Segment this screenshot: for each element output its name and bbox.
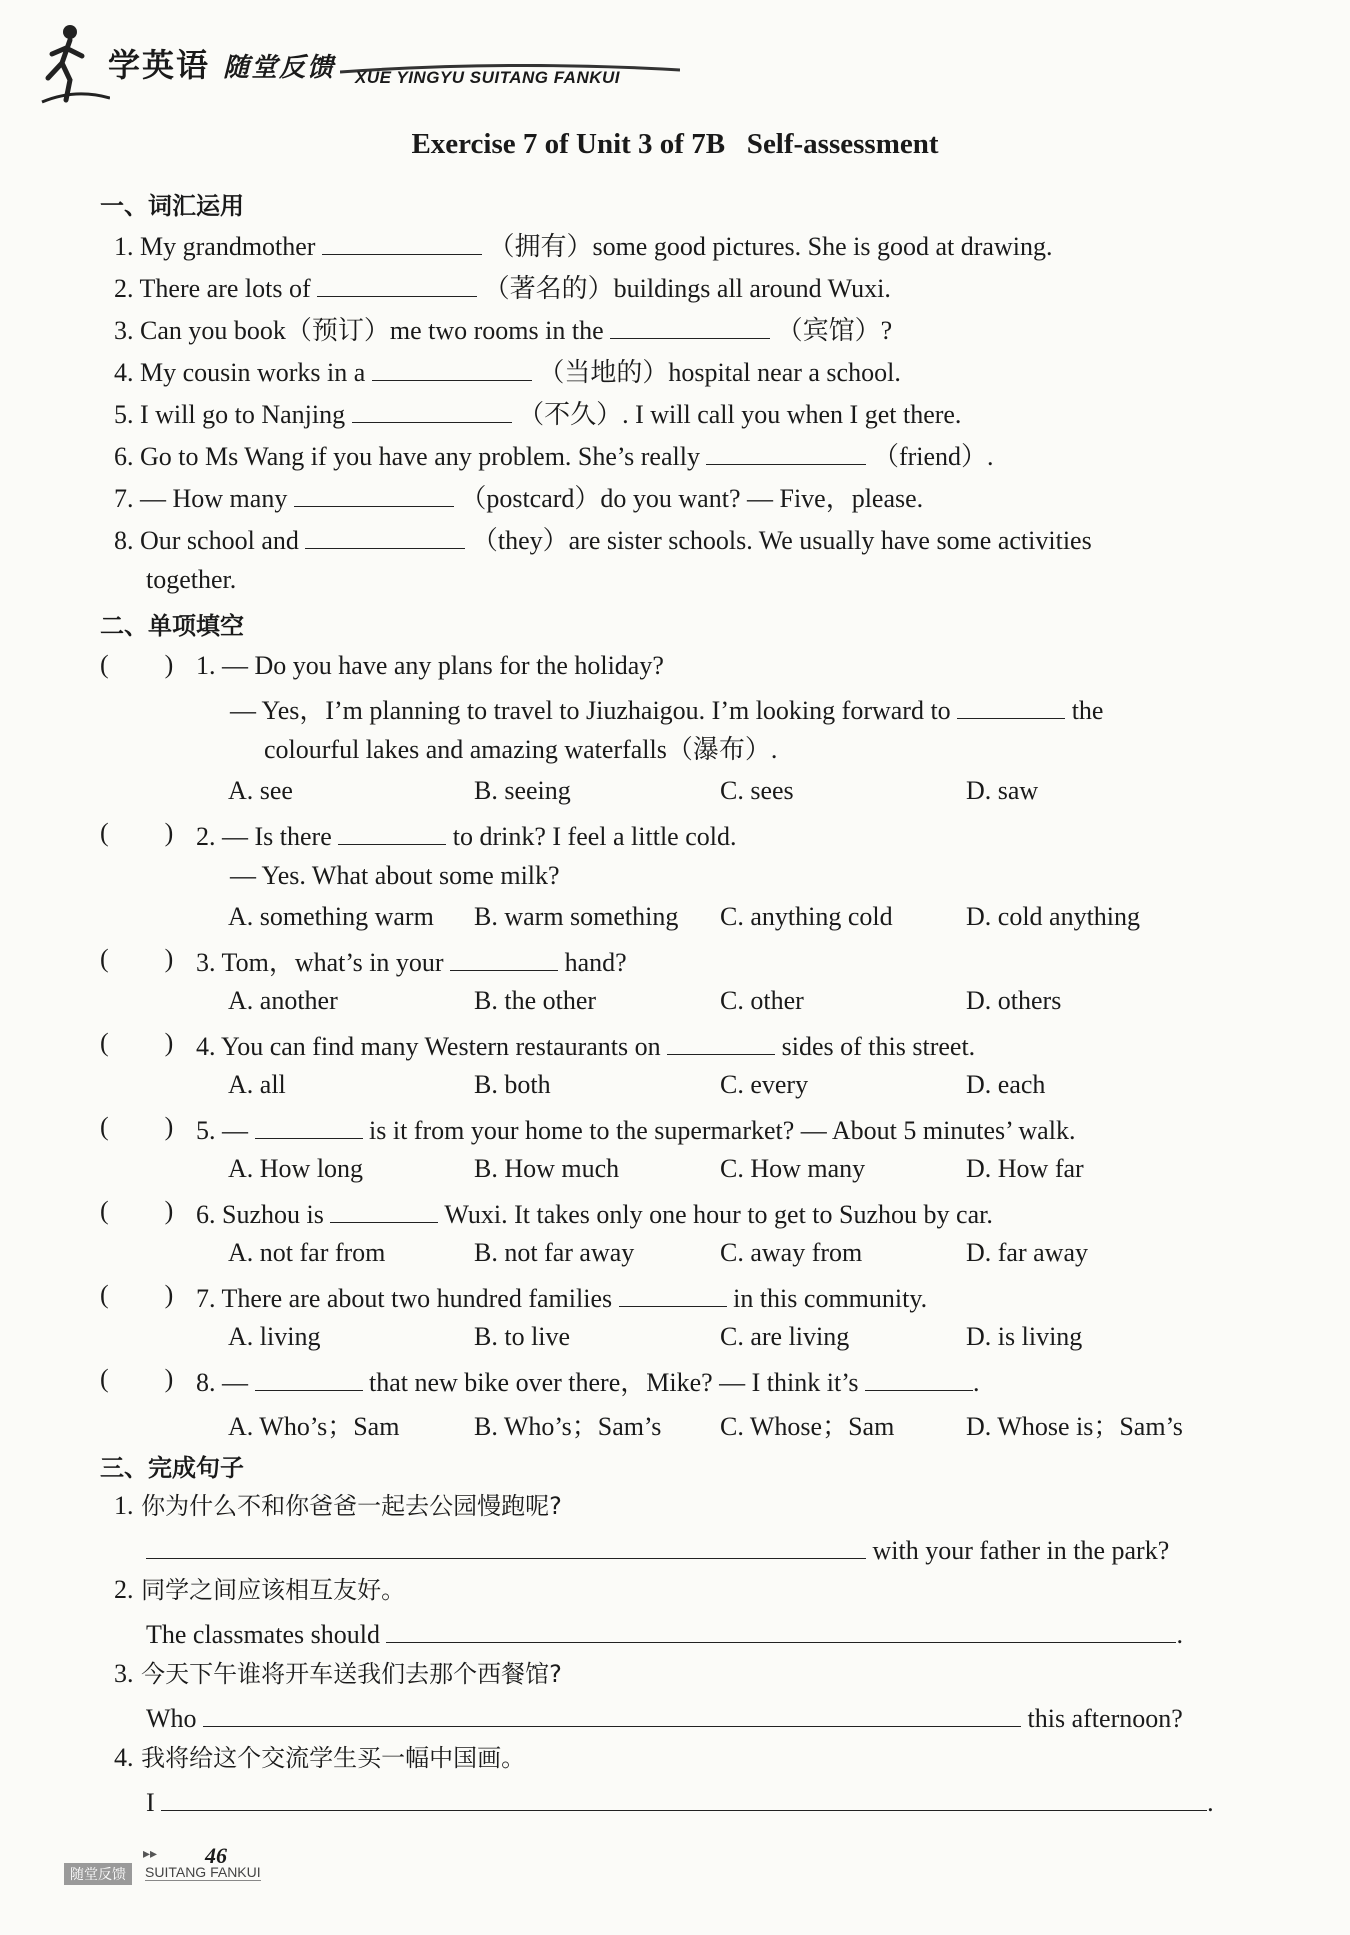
answer-blank[interactable]	[706, 438, 866, 465]
mc-question-5: 5. — is it from your home to the supermarket? — About 5 minutes’ walk.	[196, 1112, 1075, 1147]
mc-question-8: 8. — that new bike over there，Mike? — I think it’s .	[196, 1364, 980, 1399]
option-a[interactable]: A. see	[228, 776, 293, 805]
vocab-item-1: 1. My grandmother （拥有）some good pictures. She is good at drawing.	[114, 228, 1052, 263]
header-logo	[40, 18, 640, 108]
runner-logo-icon	[40, 18, 110, 108]
option-d[interactable]: D. each	[966, 1070, 1046, 1099]
vocab-item-8-continued: together.	[146, 565, 237, 594]
footer-label-pinyin: SUITANG FANKUI	[145, 1864, 261, 1880]
answer-line[interactable]	[146, 1532, 866, 1559]
answer-paren[interactable]: ( )	[100, 1028, 174, 1057]
answer-blank[interactable]	[317, 270, 477, 297]
answer-blank[interactable]	[450, 944, 558, 971]
option-c[interactable]: C. are living	[720, 1322, 850, 1351]
translate-item-1-en: with your father in the park?	[146, 1532, 1169, 1567]
vocab-item-4: 4. My cousin works in a （当地的）hospital near a school.	[114, 354, 901, 389]
option-d[interactable]: D. Whose is；Sam’s	[966, 1412, 1183, 1441]
option-b[interactable]: B. to live	[474, 1322, 571, 1351]
translate-item-2-en: The classmates should .	[146, 1616, 1183, 1651]
answer-blank[interactable]	[865, 1364, 973, 1391]
option-a[interactable]: A. another	[228, 986, 338, 1015]
answer-blank[interactable]	[667, 1028, 775, 1055]
option-c[interactable]: C. other	[720, 986, 804, 1015]
answer-blank[interactable]	[352, 396, 512, 423]
translate-item-3-en: Who this afternoon?	[146, 1700, 1183, 1735]
option-d[interactable]: D. cold anything	[966, 902, 1141, 931]
answer-blank[interactable]	[610, 312, 770, 339]
answer-paren[interactable]: ( )	[100, 818, 174, 847]
answer-paren[interactable]: ( )	[100, 650, 174, 679]
answer-blank[interactable]	[322, 228, 482, 255]
option-d[interactable]: D. saw	[966, 776, 1039, 805]
answer-blank[interactable]	[957, 692, 1065, 719]
translate-item-4-en: I .	[146, 1784, 1214, 1819]
logo-chinese: 学英语 随堂反馈	[108, 46, 336, 84]
mc-question-7: 7. There are about two hundred families in this community.	[196, 1280, 927, 1315]
option-b[interactable]: B. How much	[474, 1154, 620, 1183]
answer-blank[interactable]	[372, 354, 532, 381]
answer-blank[interactable]	[294, 480, 454, 507]
footer-label-cn: 随堂反馈	[64, 1863, 132, 1885]
answer-line[interactable]	[203, 1700, 1021, 1727]
vocab-item-6: 6. Go to Ms Wang if you have any problem. She’s really （friend）.	[114, 438, 994, 473]
option-b[interactable]: B. seeing	[474, 776, 571, 805]
translate-item-1-cn: 1. 你为什么不和你爸爸一起去公园慢跑呢?	[114, 1491, 562, 1520]
option-b[interactable]: B. the other	[474, 986, 597, 1015]
option-a[interactable]: A. living	[228, 1322, 321, 1351]
answer-paren[interactable]: ( )	[100, 1364, 174, 1393]
translate-item-4-cn: 4. 我将给这个交流学生买一幅中国画。	[114, 1743, 526, 1772]
page-title: Exercise 7 of Unit 3 of 7B Self-assessment	[411, 128, 939, 160]
translate-item-3-cn: 3. 今天下午谁将开车送我们去那个西餐馆?	[114, 1659, 562, 1688]
answer-paren[interactable]: ( )	[100, 944, 174, 973]
option-a[interactable]: A. something warm	[228, 902, 434, 931]
logo-pinyin: XUE YINGYU SUITANG FANKUI	[355, 68, 621, 87]
vocab-item-5: 5. I will go to Nanjing （不久）. I will call you when I get there.	[114, 396, 961, 431]
option-a[interactable]: A. How long	[228, 1154, 364, 1183]
answer-blank[interactable]	[619, 1280, 727, 1307]
section2-heading: 二、单项填空	[100, 612, 244, 640]
option-b[interactable]: B. both	[474, 1070, 551, 1099]
answer-paren[interactable]: ( )	[100, 1196, 174, 1225]
option-a[interactable]: A. not far from	[228, 1238, 386, 1267]
mc-question-2-line2: — Yes. What about some milk?	[230, 861, 560, 890]
answer-blank[interactable]	[255, 1112, 363, 1139]
mc-question-2: 2. — Is there to drink? I feel a little cold.	[196, 818, 736, 853]
option-d[interactable]: D. others	[966, 986, 1062, 1015]
option-a[interactable]: A. all	[228, 1070, 286, 1099]
option-a[interactable]: A. Who’s；Sam	[228, 1412, 400, 1441]
option-c[interactable]: C. anything cold	[720, 902, 893, 931]
section1-heading: 一、词汇运用	[100, 192, 244, 220]
mc-question-3: 3. Tom，what’s in your hand?	[196, 944, 627, 979]
vocab-item-7: 7. — How many （postcard）do you want? — Five，please.	[114, 480, 923, 515]
translate-item-2-cn: 2. 同学之间应该相互友好。	[114, 1575, 406, 1604]
section3-heading: 三、完成句子	[100, 1454, 244, 1482]
answer-paren[interactable]: ( )	[100, 1280, 174, 1309]
option-c[interactable]: C. Whose；Sam	[720, 1412, 895, 1441]
page-number: 46	[205, 1843, 227, 1868]
option-c[interactable]: C. sees	[720, 776, 794, 805]
option-d[interactable]: D. far away	[966, 1238, 1088, 1267]
answer-blank[interactable]	[338, 818, 446, 845]
option-b[interactable]: B. warm something	[474, 902, 679, 931]
mc-question-1: 1. — Do you have any plans for the holiday?	[196, 651, 664, 680]
vocab-item-8: 8. Our school and （they）are sister schools. We usually have some activities	[114, 522, 1092, 557]
option-b[interactable]: B. Who’s；Sam’s	[474, 1412, 662, 1441]
option-c[interactable]: C. every	[720, 1070, 809, 1099]
mc-question-4: 4. You can find many Western restaurants on sides of this street.	[196, 1028, 975, 1063]
mc-question-1-line2: — Yes，I’m planning to travel to Jiuzhaigou. I’m looking forward to the	[230, 692, 1103, 727]
answer-blank[interactable]	[305, 522, 465, 549]
answer-blank[interactable]	[330, 1196, 438, 1223]
answer-line[interactable]	[386, 1616, 1176, 1643]
vocab-item-2: 2. There are lots of （著名的）buildings all around Wuxi.	[114, 270, 891, 305]
footer-arrows-icon: ▸▸	[143, 1847, 158, 1862]
mc-question-6: 6. Suzhou is Wuxi. It takes only one hour to get to Suzhou by car.	[196, 1196, 993, 1231]
option-d[interactable]: D. How far	[966, 1154, 1084, 1183]
option-d[interactable]: D. is living	[966, 1322, 1083, 1351]
option-c[interactable]: C. away from	[720, 1238, 863, 1267]
vocab-item-3: 3. Can you book（预订）me two rooms in the （宾馆）?	[114, 312, 892, 347]
option-b[interactable]: B. not far away	[474, 1238, 635, 1267]
answer-blank[interactable]	[255, 1364, 363, 1391]
mc-question-1-line3: colourful lakes and amazing waterfalls（瀑布）.	[264, 735, 778, 764]
option-c[interactable]: C. How many	[720, 1154, 866, 1183]
answer-paren[interactable]: ( )	[100, 1112, 174, 1141]
answer-line[interactable]	[161, 1784, 1207, 1811]
